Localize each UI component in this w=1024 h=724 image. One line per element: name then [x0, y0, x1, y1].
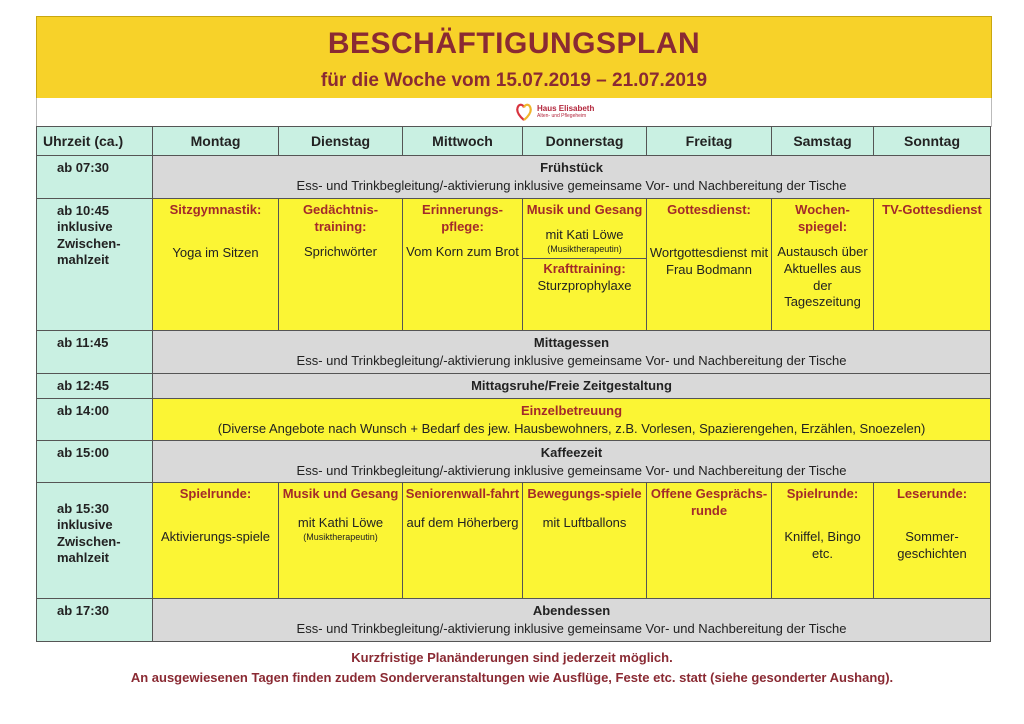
activity-cell-tuesday — [279, 483, 403, 599]
activity-description: Sprichwörter — [304, 243, 377, 259]
time-cell: ab 17:30 — [37, 599, 153, 642]
activity-title: Gedächtnis-training: — [302, 202, 379, 234]
time-cell: ab 15:00 — [37, 441, 153, 483]
activity-description: Sommer-geschichten — [897, 528, 967, 561]
time-note: inklusive Zwischen-mahlzeit — [57, 219, 121, 267]
logo-subtitle: Alten- und Pflegeheim — [537, 113, 587, 119]
activity-cell-monday — [153, 199, 279, 331]
activity-description: mit Kati Löwe — [545, 226, 624, 242]
column-header-sunday: Sonntag — [874, 127, 991, 156]
activity-description: Vom Korn zum Brot — [406, 243, 519, 259]
activity-description: mit Luftballons — [542, 514, 627, 530]
activity-cell-thursday — [523, 483, 647, 599]
care-title: Einzelbetreuung — [520, 403, 623, 418]
activity-title: Erinnerungs-pflege: — [422, 202, 503, 234]
activity-title: Spielrunde: — [786, 486, 859, 501]
logo-strip — [36, 98, 992, 127]
table-row — [37, 441, 991, 483]
activity-cell-monday — [153, 483, 279, 599]
time-cell: ab 11:45 — [37, 331, 153, 374]
meal-cell-lunch — [153, 331, 991, 374]
activity-description: Yoga im Sitzen — [172, 244, 259, 260]
meal-description: Ess- und Trinkbegleitung/-aktivierung inklusive gemeinsame Vor- und Nachbereitung der Tische — [296, 177, 847, 193]
activity-title: Musik und Gesang — [282, 486, 399, 501]
footer-notes — [0, 648, 1024, 688]
activity-cell-saturday — [772, 199, 874, 331]
care-description: (Diverse Angebote nach Wunsch + Bedarf des jew. Hausbewohners, z.B. Vorlesen, Spazierengehen, Erzählen, Snoezelen) — [217, 420, 926, 436]
logo — [515, 101, 594, 123]
table-row — [37, 374, 991, 399]
activity-title: TV-Gottesdienst — [882, 202, 982, 217]
meal-title: Abendessen — [532, 603, 611, 618]
meal-cell-coffee — [153, 441, 991, 483]
column-header-saturday: Samstag — [772, 127, 874, 156]
meal-description: Ess- und Trinkbegleitung/-aktivierung inklusive gemeinsame Vor- und Nachbereitung der Tische — [296, 620, 847, 636]
meal-description: Ess- und Trinkbegleitung/-aktivierung inklusive gemeinsame Vor- und Nachbereitung der Tische — [296, 462, 847, 478]
table-header-row — [37, 127, 991, 156]
time-cell: ab 07:30 — [37, 156, 153, 199]
activity-cell-tuesday — [279, 199, 403, 331]
activity-description: Wortgottesdienst mit Frau Bodmann — [649, 244, 769, 277]
logo-name: Haus Elisabeth — [537, 104, 595, 113]
activity-description: mit Kathi Löwe — [297, 514, 384, 530]
time-cell — [37, 199, 153, 331]
time-cell: ab 14:00 — [37, 399, 153, 441]
activity-cell-sunday — [874, 483, 991, 599]
activity-note: (Musiktherapeutin) — [547, 243, 622, 254]
table-row — [37, 331, 991, 374]
activity-cell-sunday — [874, 199, 991, 331]
schedule-table — [36, 126, 991, 642]
activity-note: (Musiktherapeutin) — [303, 531, 378, 542]
individual-care-cell — [153, 399, 991, 441]
page-subtitle: für die Woche vom 15.07.2019 – 21.07.2019 — [320, 70, 708, 91]
column-header-friday: Freitag — [647, 127, 772, 156]
activity-cell-friday — [647, 199, 772, 331]
activity-title: Bewegungs-spiele — [527, 486, 642, 501]
footer-line-2: An ausgewiesenen Tagen finden zudem Sonderveranstaltungen wie Ausflüge, Feste etc. statt (siehe gesonderter Aushang). — [130, 670, 894, 686]
meal-title: Frühstück — [540, 160, 603, 175]
column-header-monday: Montag — [153, 127, 279, 156]
activity-description: Austausch über Aktuelles aus der Tageszeitung — [777, 243, 868, 310]
time-note: inklusive Zwischen-mahlzeit — [57, 517, 121, 565]
table-row — [37, 483, 991, 599]
page-title: BESCHÄFTIGUNGSPLAN — [327, 27, 701, 60]
meal-title: Kaffeezeit — [540, 445, 603, 460]
time-cell — [37, 483, 153, 599]
footer-line-1: Kurzfristige Planänderungen sind jederzeit möglich. — [351, 650, 673, 665]
activity-cell-saturday — [772, 483, 874, 599]
column-header-tuesday: Dienstag — [279, 127, 403, 156]
column-header-time: Uhrzeit (ca.) — [37, 127, 153, 156]
table-row — [37, 399, 991, 441]
activity-description: Kniffel, Bingo etc. — [784, 528, 861, 561]
activity-title: Wochen-spiegel: — [795, 202, 850, 234]
time-label: ab 15:30 — [57, 501, 110, 516]
rest-cell — [153, 374, 991, 399]
column-header-thursday: Donnerstag — [523, 127, 647, 156]
activity-description: Aktivierungs-spiele — [160, 528, 271, 544]
activity-description: auf dem Höherberg — [406, 514, 519, 530]
table-row — [37, 156, 991, 199]
table-row — [37, 599, 991, 642]
meal-cell-breakfast — [153, 156, 991, 199]
meal-title: Mittagessen — [533, 335, 610, 350]
meal-cell-dinner — [153, 599, 991, 642]
heart-logo-icon — [515, 102, 533, 122]
rest-title: Mittagsruhe/Freie Zeitgestaltung — [471, 378, 672, 393]
activity-title: Musik und Gesang — [526, 202, 643, 217]
column-header-wednesday: Mittwoch — [403, 127, 523, 156]
time-cell: ab 12:45 — [37, 374, 153, 399]
activity-title: Offene Gesprächs-runde — [650, 486, 768, 518]
time-label: ab 10:45 — [57, 203, 110, 218]
activity-cell-wednesday — [403, 199, 523, 331]
activity-title: Seniorenwall-fahrt — [405, 486, 520, 501]
activity-cell-wednesday — [403, 483, 523, 599]
activity-title-second: Krafttraining: — [543, 261, 626, 277]
meal-description: Ess- und Trinkbegleitung/-aktivierung inklusive gemeinsame Vor- und Nachbereitung der Tische — [296, 352, 847, 368]
activity-cell-friday — [647, 483, 772, 599]
header-banner — [36, 16, 992, 100]
activity-title: Gottesdienst: — [667, 202, 751, 217]
activity-cell-thursday — [523, 199, 647, 331]
activity-title: Spielrunde: — [179, 486, 252, 501]
activity-description-second: Sturzprophylaxe — [537, 278, 632, 294]
activity-title: Leserunde: — [896, 486, 968, 501]
activity-title: Sitzgymnastik: — [169, 202, 262, 217]
table-row — [37, 199, 991, 331]
